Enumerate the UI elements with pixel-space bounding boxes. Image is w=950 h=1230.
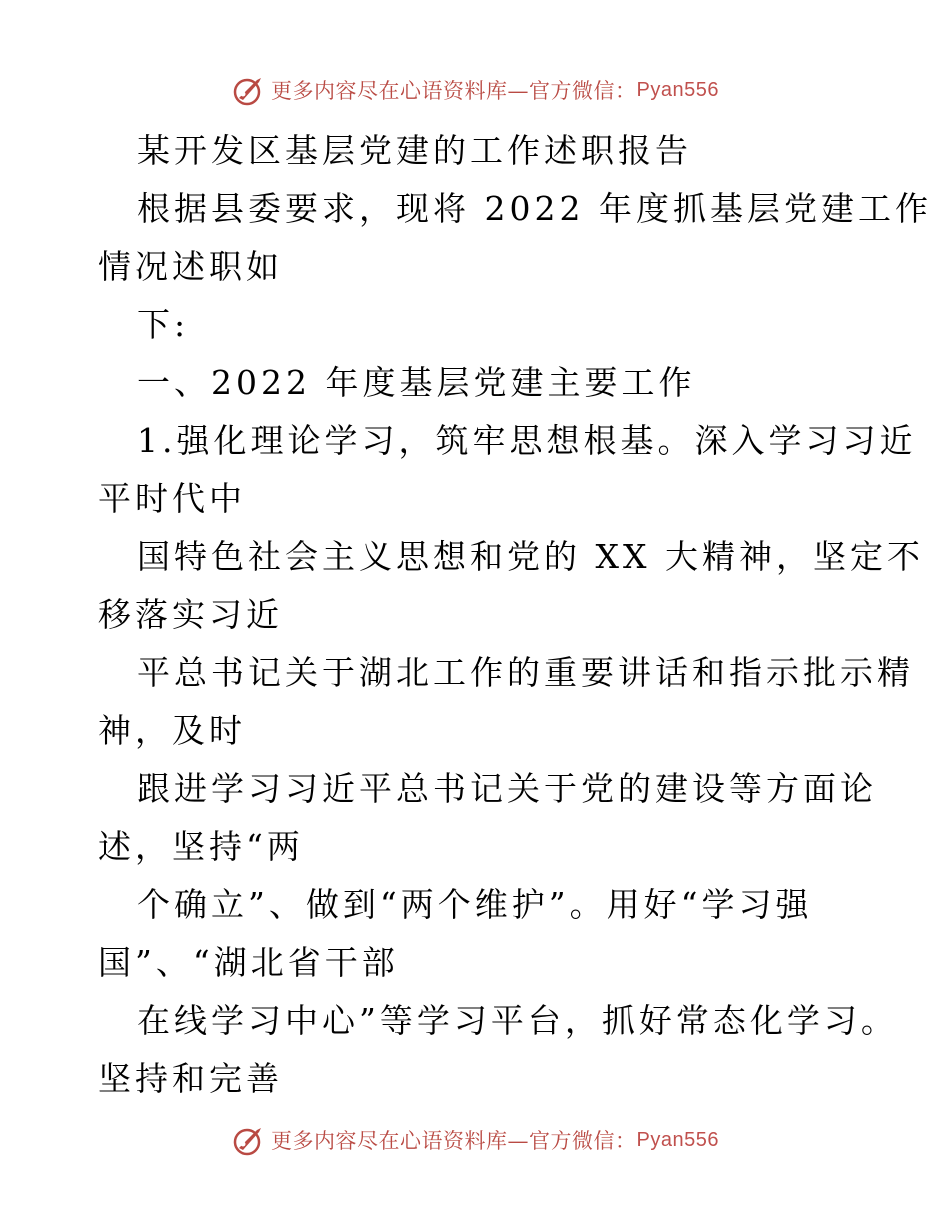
watermark-text: 更多内容尽在心语资料库—官方微信： <box>271 1129 637 1153</box>
text-line: 国”、“湖北省干部 <box>98 943 399 982</box>
section-heading: 一、2022 年度基层党建主要工作 <box>137 363 696 402</box>
text-line: 国特色社会主义思想和党的 XX 大精神，坚定不 <box>137 537 924 576</box>
header-watermark <box>0 70 950 110</box>
watermark-text: 更多内容尽在心语资料库—官方微信： <box>271 79 637 103</box>
text-line: 神，及时 <box>98 711 246 750</box>
text-line: 跟进学习习近平总书记关于党的建设等方面论 <box>137 769 877 808</box>
document-title: 某开发区基层党建的工作述职报告 <box>137 131 692 170</box>
text-line: 坚持和完善 <box>98 1059 283 1098</box>
footer-watermark <box>0 1120 950 1160</box>
text-line: 根据县委要求，现将 2022 年度抓基层党建工作 <box>137 189 932 228</box>
watermark-wechat-id: Pyan556 <box>636 78 719 101</box>
text-line: 情况述职如 <box>98 247 283 286</box>
text-line: 在线学习中心”等学习平台，抓好常态化学习。 <box>137 1001 898 1040</box>
text-line: 平总书记关于湖北工作的重要讲话和指示批示精 <box>137 653 914 692</box>
watermark-wechat-id: Pyan556 <box>636 1128 719 1151</box>
quill-logo-icon <box>231 72 267 108</box>
text-line: 述，坚持“两 <box>98 827 304 866</box>
text-line: 移落实习近 <box>98 595 283 634</box>
text-line: 1.强化理论学习，筑牢思想根基。深入学习习近 <box>137 421 917 460</box>
text-line: 个确立”、做到“两个维护”。用好“学习强 <box>137 885 813 924</box>
text-line: 下: <box>137 305 190 344</box>
document-body <box>98 122 932 1108</box>
quill-logo-icon <box>231 1122 267 1158</box>
text-line: 平时代中 <box>98 479 246 518</box>
